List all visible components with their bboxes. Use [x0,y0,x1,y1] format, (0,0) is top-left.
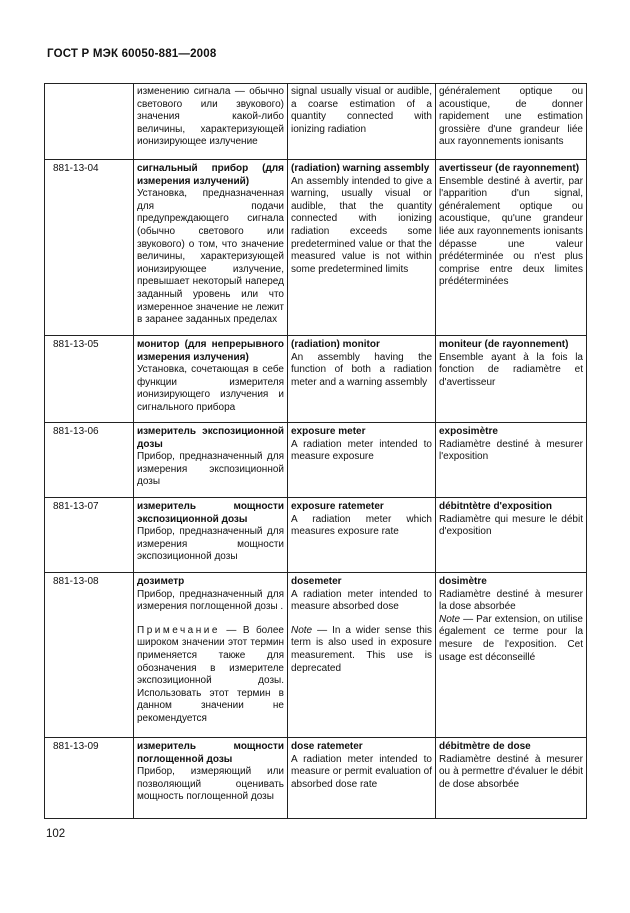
en-definition: A radiation meter intended to measure absorbed dose [291,588,432,613]
term-code: 881-13-08 [45,573,134,738]
ru-note-label: Примечание [137,624,220,636]
en-cell [288,160,436,336]
en-term: (radiation) monitor [291,339,380,350]
fr-cell [436,498,587,573]
en-cell: signal usually visual or audible, a coarse estimation of a quantity connected with ionizing radiation [288,84,436,160]
fr-cell [436,423,587,498]
fr-definition: Radiamètre destiné à mesurer la dose absorbée [439,588,583,613]
en-definition: An assembly having the function of both a radiation meter and a warning assembly [291,351,432,388]
code-cell [45,84,134,160]
term-code: 881-13-09 [45,738,134,819]
ru-cell [134,498,288,573]
ru-definition: Прибор, измеряющий или позволяющий оценивать мощность поглощенной дозы [137,766,284,803]
en-note-label: Note [291,624,313,636]
ru-term: измеритель экспозиционной дозы [137,426,284,450]
terms-table [44,83,587,819]
ru-cell [134,738,288,819]
en-cell [288,423,436,498]
en-definition: An assembly intended to give a warning, usually visual or audible, that the quantity connected with ionizing radiation exceeds some predetermined value or that the measured value is not within some predetermined limits [291,175,432,275]
fr-term: débitmètre de dose [439,741,531,752]
ru-note [137,625,284,726]
fr-term: moniteur (de rayonnement) [439,339,569,350]
en-definition: A radiation meter which measures exposure rate [291,513,432,538]
table-row [45,160,587,336]
term-code: 881-13-04 [45,160,134,336]
ru-term: монитор (для непрерывного измерения излучения) [137,339,284,363]
ru-term: дозиметр [137,576,185,587]
fr-definition: Ensemble destiné à avertir, par l'apparition d'un signal, généralement optique ou acoustique, qu'une grandeur liée aux rayonnements ionisants dépasse une valeur prédéterminée ou n'est plus comprise entre deux limites prédéterminées [439,175,583,288]
ru-cell [134,573,288,738]
ru-note-text: — В более широком значении этот термин применяется также для обозначения в измерителе экспозиционной дозы. Использовать этот термин в данном значении не рекомендуется [137,624,284,724]
ru-definition: Прибор, предназначенный для измерения поглощенной дозы . [137,588,284,613]
fr-cell [436,738,587,819]
fr-definition: Radiamètre destiné à mesurer ou à permettre d'évaluer le débit de dose absorbée [439,753,583,790]
ru-term: сигнальный прибор (для измерения излучений) [137,163,284,187]
table-row [45,498,587,573]
fr-note [439,614,583,664]
fr-note-text: — Par extension, on utilise également ce terme pour la mesure de l'exposition. Cet usage est déconseillé [439,613,583,663]
en-term: exposure ratemeter [291,501,384,512]
en-note [291,625,432,675]
ru-term: измеритель мощности поглощенной дозы [137,741,284,765]
table-row [45,573,587,738]
en-term: dosemeter [291,576,342,587]
fr-definition: Radiamètre qui mesure le débit d'exposition [439,513,583,538]
en-term: (radiation) warning assembly [291,163,430,174]
ru-cell [134,336,288,423]
fr-definition: Ensemble ayant à la fois la fonction de radiamètre et d'avertisseur [439,351,583,388]
fr-cell [436,160,587,336]
fr-note-label: Note [439,613,461,625]
table-row [45,423,587,498]
ru-definition: Прибор, предназначенный для измерения экспозиционной дозы [137,451,284,488]
fr-term: débitntètre d'exposition [439,501,552,512]
ru-definition: Установка, предназначенная для подачи предупреждающего сигнала (обычно светового или звукового) о том, что значение величины, характеризующей ионизирующее излучение, превышает некоторый наперед заданный уровень или что измеренное значение не лежит в заранее заданных пределах [137,188,284,326]
page-header: ГОСТ Р МЭК 60050-881—2008 [47,48,217,60]
ru-term: измеритель мощности экспозиционной дозы [137,501,284,525]
fr-cell [436,573,587,738]
table-row-continuation [45,84,587,160]
ru-cell: изменению сигнала — обычно светового или звукового) значения какой-либо величины, характеризующей ионизирующее излучение [134,84,288,160]
en-definition: A radiation meter intended to measure or permit evaluation of absorbed dose rate [291,753,432,790]
en-cell [288,573,436,738]
table-row [45,738,587,819]
ru-cell [134,160,288,336]
ru-definition: Установка, сочетающая в себе функции измерителя ионизирующего излучения и сигнального прибора [137,364,284,413]
fr-term: exposimètre [439,426,498,437]
page-number: 102 [46,828,66,840]
en-term: dose ratemeter [291,741,363,752]
en-cell [288,738,436,819]
fr-definition: Radiamètre destiné à mesurer l'exposition [439,438,583,463]
fr-term: avertisseur (de rayonnement) [439,163,580,174]
table-row [45,336,587,423]
en-definition: A radiation meter intended to measure exposure [291,438,432,463]
en-cell [288,336,436,423]
en-term: exposure meter [291,426,366,437]
en-cell [288,498,436,573]
fr-cell [436,336,587,423]
ru-definition: Прибор, предназначенный для измерения мощности экспозиционной дозы [137,526,284,563]
ru-cell [134,423,288,498]
term-code: 881-13-06 [45,423,134,498]
term-code: 881-13-05 [45,336,134,423]
fr-term: dosimètre [439,576,487,587]
en-note-text: — In a wider sense this term is also used in exposure measurement. This use is deprecated [291,624,432,674]
fr-cell: généralement optique ou acoustique, de donner rapidement une estimation grossière d'une grandeur liée aux rayonnements ionisants [436,84,587,160]
term-code: 881-13-07 [45,498,134,573]
